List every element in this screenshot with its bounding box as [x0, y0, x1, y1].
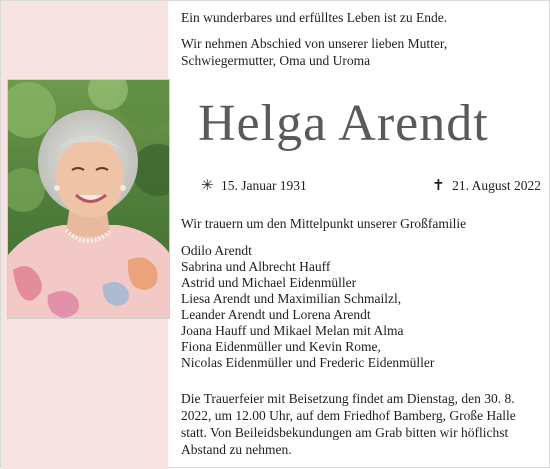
star-icon: ✳: [201, 178, 214, 194]
mourning-line: Wir trauern um den Mittelpunkt unserer Großfamilie: [181, 216, 467, 231]
family-member: Liesa Arendt und Maximilian Schmailzl,: [181, 291, 402, 306]
family-member: Fiona Eidenmüller und Kevin Rome,: [181, 339, 381, 354]
intro-text: [181, 9, 541, 78]
funeral-notice: Die Trauerfeier mit Beisetzung findet am Dienstag, den 30. 8. 2022, um 12.00 Uhr, auf dem Friedhof Bamberg, Große Halle statt. Von Beileidsbekundungen am Grab bitten wir höflichst Abstand zu nehmen.: [181, 391, 516, 457]
family-member: Joana Hauff und Mikael Melan mit Alma: [181, 323, 404, 338]
family-member: Sabrina und Albrecht Hauff: [181, 259, 331, 274]
family-list: [181, 243, 541, 371]
birth-date-group: [201, 176, 307, 195]
death-date: 21. August 2022: [452, 178, 541, 193]
family-member: Astrid und Michael Eidenmüller: [181, 275, 357, 290]
family-member: Nicolas Eidenmüller und Frederic Eidenmüller: [181, 355, 435, 370]
family-member: Odilo Arendt: [181, 243, 252, 258]
deceased-name: Helga Arendt: [198, 95, 489, 152]
portrait-photo: [7, 79, 170, 319]
family-member: Leander Arendt und Lorena Arendt: [181, 307, 371, 322]
intro-line-2: Wir nehmen Abschied von unserer lieben Mutter, Schwiegermutter, Oma und Uroma: [181, 36, 448, 68]
death-date-group: [432, 176, 541, 195]
life-dates: [201, 176, 541, 196]
intro-line-1: Ein wunderbares und erfülltes Leben ist zu Ende.: [181, 10, 448, 25]
cross-icon: ✝: [432, 178, 445, 194]
birth-date: 15. Januar 1931: [220, 178, 307, 193]
